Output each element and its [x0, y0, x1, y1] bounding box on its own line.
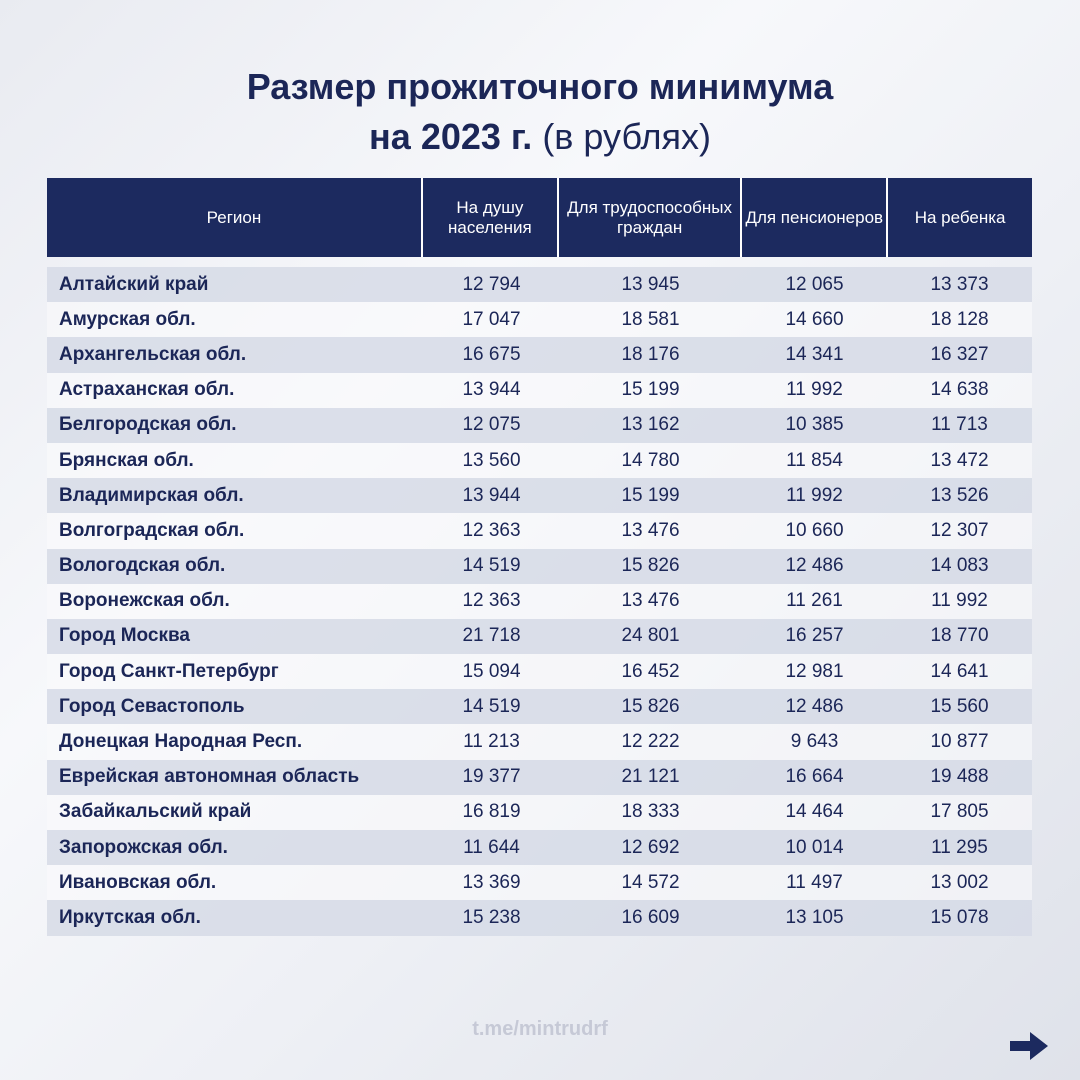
header-region: Регион [47, 178, 423, 257]
cell-working-age: 13 476 [621, 590, 680, 612]
cell-pensioners: 10 014 [785, 836, 844, 858]
cell-children: 11 713 [931, 414, 988, 436]
table-row [47, 865, 1032, 900]
table-row [47, 795, 1032, 830]
cell-per-capita: 16 819 [462, 801, 521, 823]
cell-working-age: 18 581 [621, 308, 680, 330]
cell-per-capita: 17 047 [462, 308, 521, 330]
table-row [47, 408, 1032, 443]
cell-children: 13 002 [930, 871, 989, 893]
table-row [47, 337, 1032, 372]
cell-children: 11 295 [931, 836, 988, 858]
table-row [47, 619, 1032, 654]
cell-working-age: 14 780 [621, 449, 680, 471]
table-body [47, 267, 1032, 936]
cell-region: Еврейская автономная область [59, 766, 360, 788]
cell-per-capita: 12 363 [462, 519, 521, 541]
cell-children: 12 307 [930, 519, 989, 541]
table-row [47, 584, 1032, 619]
cell-per-capita: 12 075 [462, 414, 521, 436]
table-row [47, 830, 1032, 865]
cell-children: 14 083 [930, 555, 989, 577]
cell-region: Владимирская обл. [59, 484, 244, 506]
cell-region: Амурская обл. [59, 308, 196, 330]
cell-pensioners: 13 105 [785, 906, 844, 928]
cell-children: 15 078 [930, 906, 989, 928]
cell-children: 18 128 [930, 308, 989, 330]
table-row [47, 654, 1032, 689]
cell-pensioners: 11 854 [786, 449, 843, 471]
cell-pensioners: 12 486 [785, 695, 844, 717]
cell-working-age: 13 476 [621, 519, 680, 541]
table-row [47, 478, 1032, 513]
table-row [47, 443, 1032, 478]
header-children: На ребенка [914, 207, 1006, 227]
header-per-capita: На душу населения [423, 178, 559, 257]
cell-pensioners: 12 065 [785, 273, 844, 295]
table-row [47, 689, 1032, 724]
cell-pensioners: 12 981 [785, 660, 844, 682]
cell-pensioners: 10 660 [785, 519, 844, 541]
cell-region: Воронежская обл. [59, 590, 230, 612]
cell-children: 17 805 [930, 801, 989, 823]
telegram-link[interactable]: t.me/mintrudrf [472, 1018, 608, 1040]
cell-per-capita: 13 369 [462, 871, 521, 893]
cell-per-capita: 13 944 [462, 484, 521, 506]
table-row [47, 267, 1032, 302]
cell-pensioners: 16 257 [785, 625, 844, 647]
table-row [47, 373, 1032, 408]
cell-per-capita: 12 363 [462, 590, 521, 612]
cell-working-age: 14 572 [621, 871, 680, 893]
cell-region: Архангельская обл. [59, 343, 247, 365]
arrow-right-icon[interactable] [1010, 1032, 1048, 1060]
cell-children: 13 373 [930, 273, 989, 295]
cell-per-capita: 21 718 [462, 625, 521, 647]
table-header [47, 178, 1032, 257]
cell-children: 14 638 [930, 379, 989, 401]
cell-pensioners: 11 261 [786, 590, 843, 612]
cell-region: Город Москва [59, 625, 190, 647]
cell-pensioners: 9 643 [790, 731, 839, 753]
header-pensioners: Для пенсионеров [742, 178, 888, 257]
table-row [47, 513, 1032, 548]
cell-pensioners: 14 341 [785, 343, 844, 365]
cell-region: Вологодская обл. [59, 555, 226, 577]
cell-region: Забайкальский край [59, 801, 252, 823]
cell-working-age: 16 609 [621, 906, 680, 928]
cell-children: 16 327 [930, 343, 989, 365]
cell-region: Брянская обл. [59, 449, 194, 471]
cell-per-capita: 15 094 [462, 660, 521, 682]
cell-per-capita: 13 560 [462, 449, 521, 471]
cell-children: 10 877 [930, 731, 989, 753]
cell-children: 15 560 [930, 695, 989, 717]
cell-region: Астраханская обл. [59, 379, 235, 401]
table-row [47, 900, 1032, 935]
cell-working-age: 15 826 [621, 555, 680, 577]
cell-working-age: 18 176 [621, 343, 680, 365]
cell-children: 13 472 [930, 449, 989, 471]
cell-region: Волгоградская обл. [59, 519, 245, 541]
cell-pensioners: 10 385 [785, 414, 844, 436]
subsistence-table [47, 178, 1032, 936]
cell-region: Белгородская обл. [59, 414, 237, 436]
cell-children: 11 992 [931, 590, 988, 612]
table-row [47, 724, 1032, 759]
cell-children: 13 526 [930, 484, 989, 506]
cell-region: Город Санкт-Петербург [59, 660, 279, 682]
table-row [47, 302, 1032, 337]
cell-working-age: 13 162 [621, 414, 680, 436]
cell-per-capita: 11 644 [463, 836, 520, 858]
cell-pensioners: 14 660 [785, 308, 844, 330]
cell-children: 19 488 [930, 766, 989, 788]
cell-pensioners: 16 664 [785, 766, 844, 788]
cell-working-age: 15 826 [621, 695, 680, 717]
cell-region: Запорожская обл. [59, 836, 228, 858]
cell-children: 18 770 [930, 625, 989, 647]
title-line-1: Размер прожиточного минимума [246, 66, 834, 107]
cell-per-capita: 14 519 [462, 555, 521, 577]
cell-pensioners: 11 992 [786, 379, 843, 401]
cell-working-age: 18 333 [621, 801, 680, 823]
cell-per-capita: 15 238 [462, 906, 521, 928]
cell-working-age: 16 452 [621, 660, 680, 682]
cell-pensioners: 11 497 [786, 871, 843, 893]
page-title [0, 62, 1080, 162]
cell-working-age: 13 945 [621, 273, 680, 295]
cell-working-age: 15 199 [621, 379, 680, 401]
cell-working-age: 24 801 [621, 625, 680, 647]
cell-working-age: 12 222 [621, 731, 680, 753]
cell-working-age: 21 121 [621, 766, 680, 788]
cell-working-age: 15 199 [621, 484, 680, 506]
cell-children: 14 641 [930, 660, 989, 682]
title-unit: (в рублях) [542, 116, 711, 157]
cell-region: Иркутская обл. [59, 906, 201, 928]
cell-per-capita: 12 794 [462, 273, 521, 295]
cell-pensioners: 14 464 [785, 801, 844, 823]
cell-per-capita: 13 944 [462, 379, 521, 401]
cell-per-capita: 11 213 [463, 731, 520, 753]
cell-region: Город Севастополь [59, 695, 245, 717]
cell-working-age: 12 692 [621, 836, 680, 858]
cell-region: Ивановская обл. [59, 871, 217, 893]
cell-region: Алтайский край [59, 273, 209, 295]
title-year: на 2023 г. [369, 116, 533, 157]
title-line-2 [0, 112, 1080, 162]
cell-pensioners: 11 992 [786, 484, 843, 506]
cell-per-capita: 14 519 [462, 695, 521, 717]
cell-pensioners: 12 486 [785, 555, 844, 577]
cell-region: Донецкая Народная Респ. [59, 731, 303, 753]
header-working-age: Для трудоспособных граждан [559, 178, 743, 257]
cell-per-capita: 19 377 [462, 766, 521, 788]
cell-per-capita: 16 675 [462, 343, 521, 365]
table-row [47, 549, 1032, 584]
table-row [47, 760, 1032, 795]
